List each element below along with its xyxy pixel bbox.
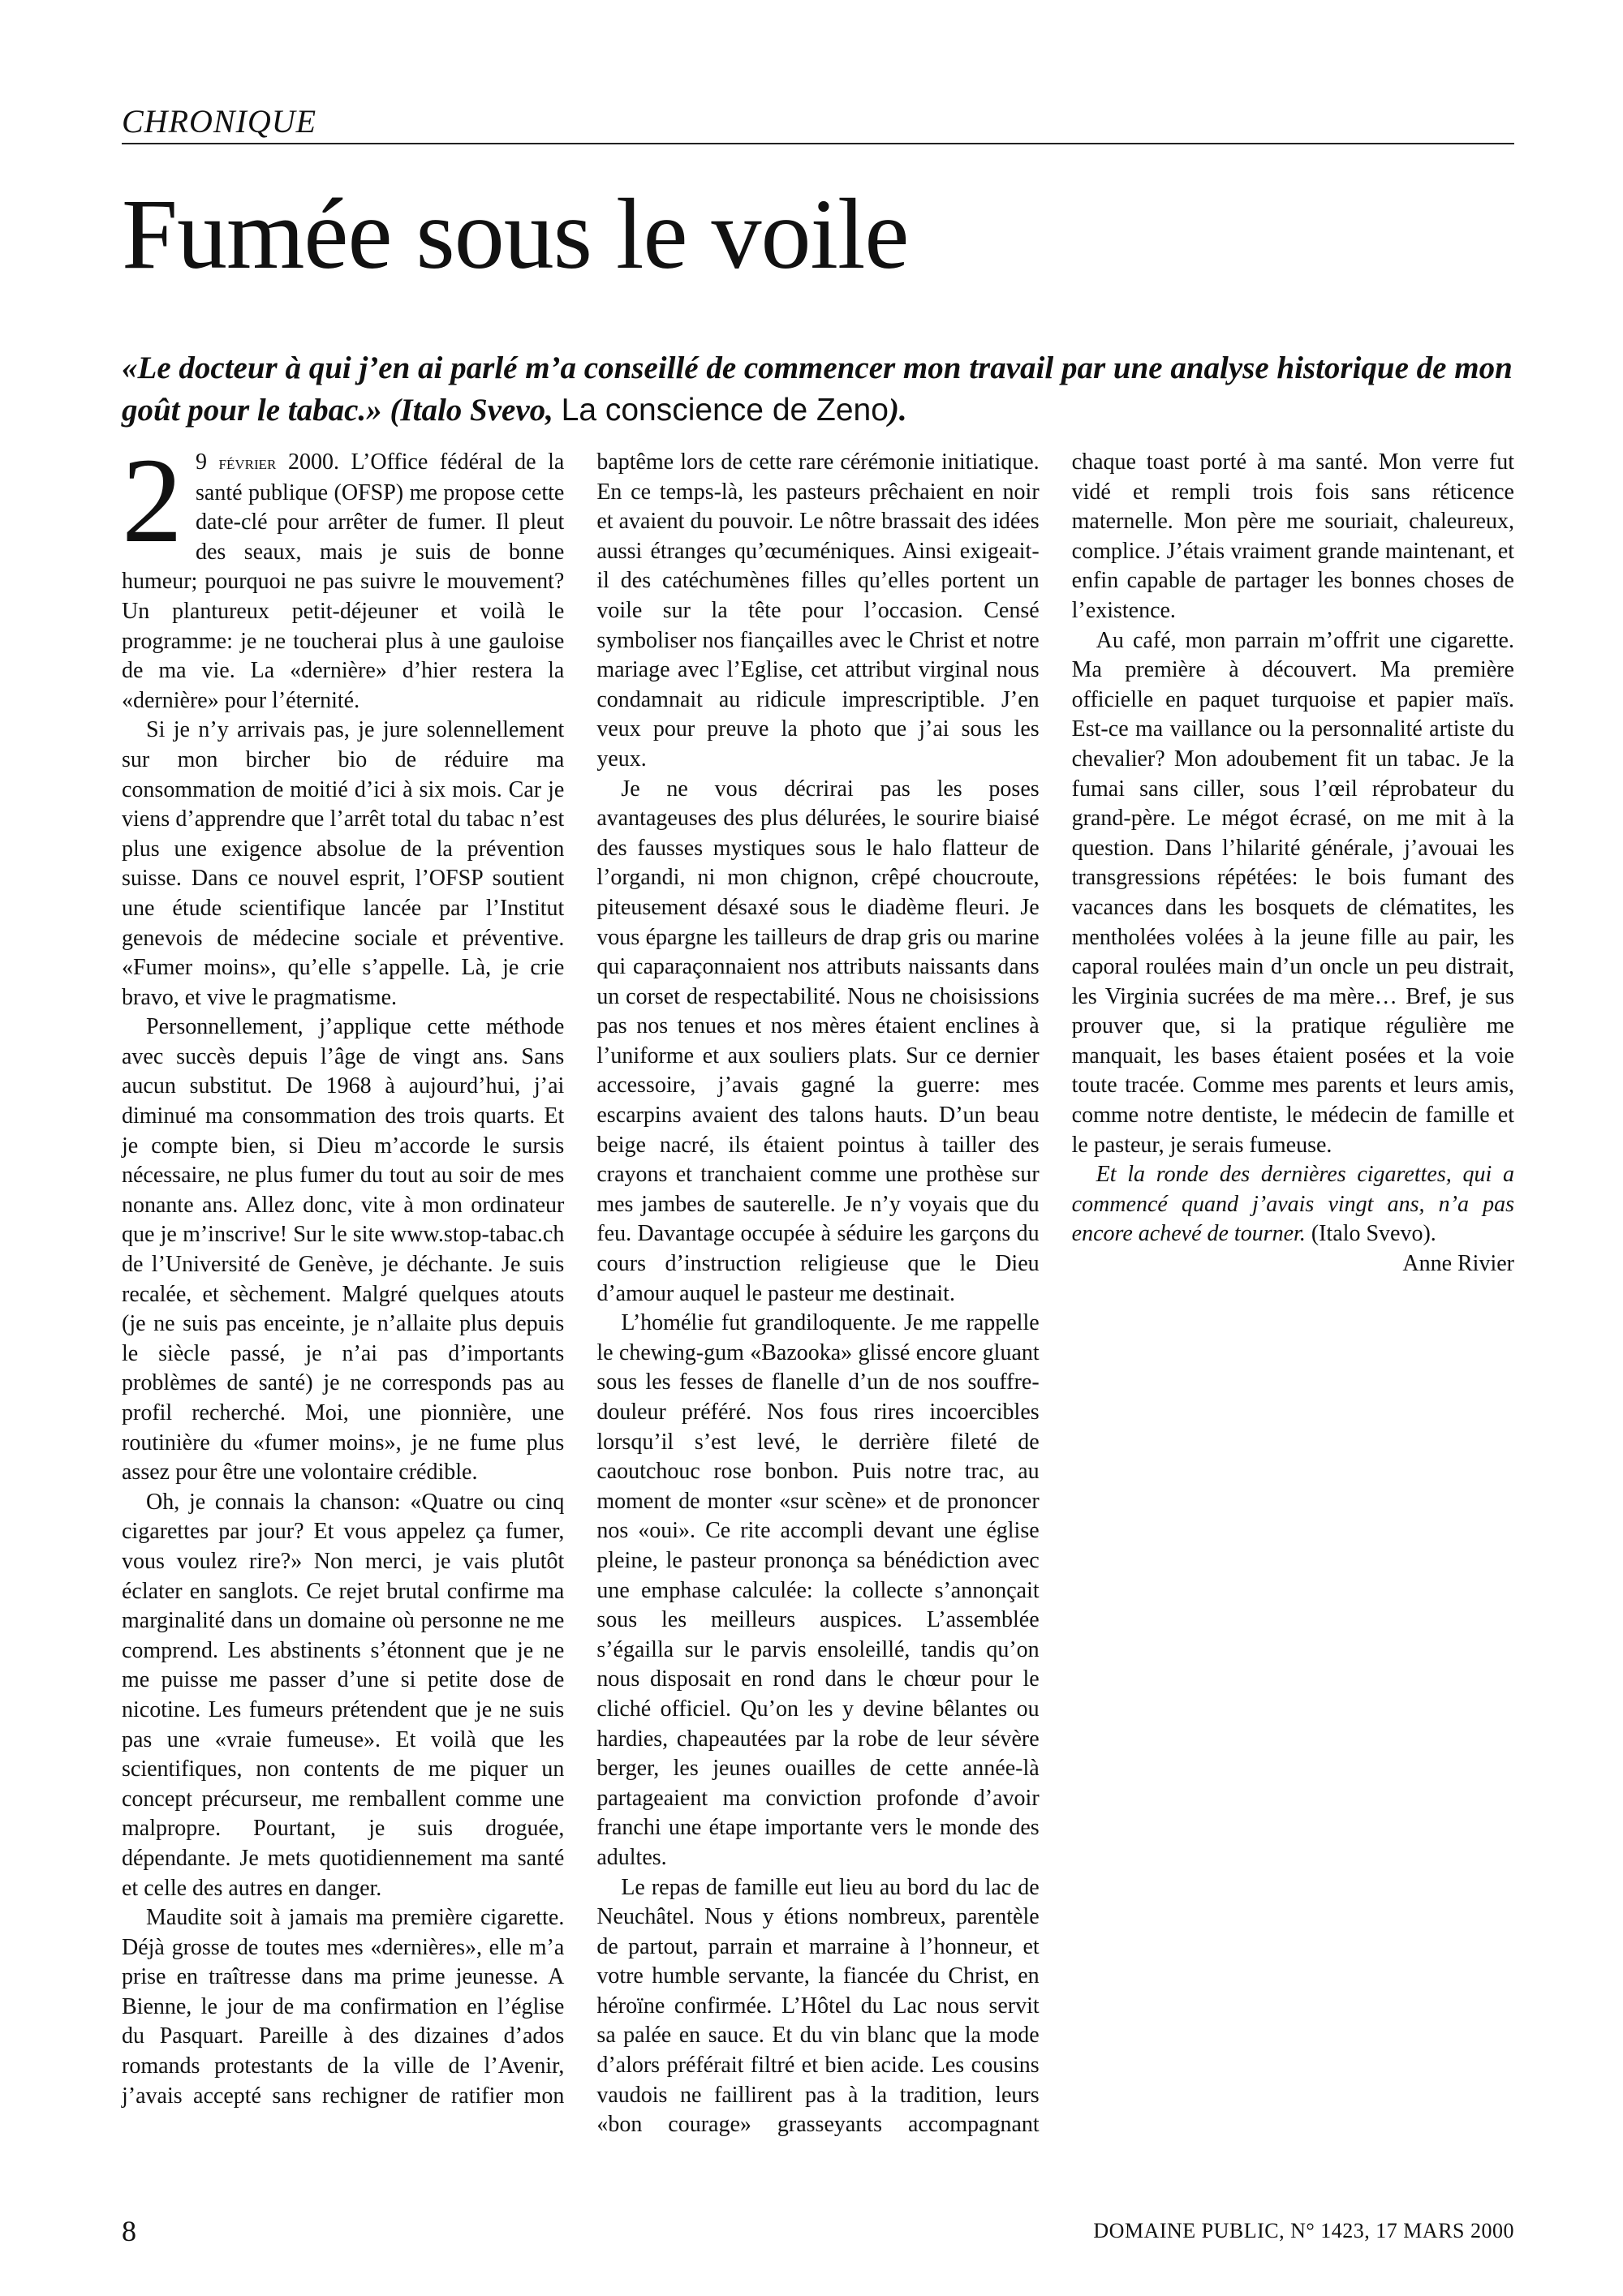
paragraph-1-text: 2000. L’Office fédéral de la santé publique (OFSP) me propose cette date-clé pour arrêter de fumer. Il pleut des seaux, mais je suis de bonne humeur; pourquoi ne pas suivre le mouvement? Un plantureux petit-déjeuner et voilà le programme: je ne toucherai plus à une gauloise de ma vie. La «dernière» d’hier restera la «dernière» pour l’éternité.	[122, 449, 565, 713]
paragraph-5: Maudite soit à jamais ma première cigarette. Déjà grosse de toutes mes «dernières», elle m’a prise en traîtresse dans ma prime jeunesse. A Bienne, le jour de ma confirmation en l’église du Pasquart. Pareille à des dizaines d’ados romands protestants de la ville de l’Avenir, j’avais accepté sans rechigner de ratifier mon baptême lors de cette rare cérémonie initiatique. En ce temps-là, les pasteurs prêchaient en noir et avaient du pouvoir. Le nôtre brassait des idées aussi étranges qu’œcuméniques. Ainsi exigeait-il des catéchumènes filles qu’elles portent un voile sur la tête pour l’occasion. Censé symboliser nos fiançailles avec le Christ et notre mariage avec l’Eglise, cet attribut virginal nous condamnait au ridicule imprescriptible. J’en veux pour preuve la photo que j’ai sous les yeux.	[122, 449, 1040, 2109]
paragraph-1	[122, 433, 565, 716]
article-title: Fumée sous le voile	[122, 178, 909, 290]
section-label: CHRONIQUE	[122, 103, 317, 140]
article-body	[122, 433, 1514, 2140]
paragraph-9: Au café, mon parrain m’offrit une cigarette. Ma première à découvert. Ma première officielle en paquet turquoise et papier maïs. Est-ce ma vaillance ou la personnalité artiste du chevalier? Mon adoubement fit un tabac. Je la fumai sans ciller, sous l’œil réprobateur du grand-père. Le mégot écrasé, on me mit à la question. Dans l’hilarité générale, j’avouai les transgressions répétées: le bois fumant des vacances dans les bosquets de clématites, les mentholées volées à la jeune fille au pair, les caporal roulées main d’un oncle un peu distrait, les Virginia sucrées de ma mère… Bref, je sus prouver que, si la pratique régulière me manquait, les bases étaient posées et la voie toute tracée. Comme mes parents et leurs amis, comme notre dentiste, le médecin de famille et le pasteur, je serais fumeuse.	[1071, 627, 1514, 1158]
header-rule	[122, 143, 1514, 144]
page-number: 8	[122, 2215, 136, 2247]
epigraph-work-title: La conscience de Zeno	[561, 393, 889, 428]
paragraph-4: Oh, je connais la chanson: «Quatre ou cinq cigarettes par jour? Et vous appelez ça fumer, vous voulez rire?» Non merci, je vais plutôt éclater en sanglots. Ce rejet brutal confirme ma marginalité dans un domaine où personne ne me comprend. Les abstinents s’étonnent que je ne me puisse me passer d’une si petite dose de nicotine. Les fumeurs prétendent que je ne suis pas une «vraie fumeuse». Et voilà que les scientifiques, non contents de me piquer un concept précurseur, me remballent comme une malpropre. Pourtant, je suis droguée, dépendante. Je mets quotidiennement ma santé et celle des autres en danger.	[122, 1489, 565, 1901]
epigraph-attribution-prefix: (Italo Svevo,	[390, 393, 553, 428]
epigraph	[122, 347, 1518, 432]
epigraph-attribution-suffix: ).	[888, 393, 907, 428]
date-day: 9	[196, 449, 207, 475]
paragraph-2: Si je n’y arrivais pas, je jure solennellement sur mon bircher bio de réduire ma consommation de moitié d’ici à six mois. Car je viens d’apprendre que l’arrêt total du tabac n’est plus une exigence absolue de la prévention suisse. Dans ce nouvel esprit, l’OFSP soutient une étude scientifique lancée par l’Institut genevois de médecine sociale et préventive. «Fumer moins», qu’elle s’appelle. Là, je crie bravo, et vive le pragmatisme.	[122, 717, 565, 1010]
running-footer: DOMAINE PUBLIC, N° 1423, 17 MARS 2000	[1093, 2219, 1514, 2242]
epigraph-quote: «Le docteur à qui j’en ai parlé m’a conseillé de commencer mon travail par une analyse historique de mon goût pour le tabac.»	[122, 350, 1513, 428]
closing-quote: Et la ronde des dernières cigarettes, qui a commencé quand j’avais vingt ans, n’a pas encore achevé de tourner.	[1071, 1162, 1514, 1247]
paragraph-7: L’homélie fut grandiloquente. Je me rappelle le chewing-gum «Bazooka» glissé encore gluant sous les fesses de flanelle d’un de nos souffre-douleur préféré. Nos fous rires incoercibles lorsqu’il s’est levé, le derrière fileté de caoutchouc rose bonbon. Puis notre trac, au moment de monter «sur scène» et de prononcer nos «oui». Ce rite accompli devant une église pleine, le pasteur prononça sa bénédiction avec une emphase calculée: la collecte s’annonçait sous les meilleurs auspices. L’assemblée s’égailla sur le parvis ensoleillé, tandis qu’on nous disposait en rond dans le chœur pour le cliché officiel. Qu’on les y devine bêlantes ou hardies, chapeautées par la robe de leur sévère berger, les jeunes ouailles de cette année-là partageaient ma conviction profonde d’avoir franchi une étape importante vers le monde des adultes.	[596, 1310, 1040, 1870]
drop-cap: 2	[122, 433, 183, 568]
paragraph-6: Je ne vous décrirai pas les poses avantageuses des plus délurées, le sourire biaisé des fausses mystiques sous le halo flatteur de l’organdi, ni mon chignon, crêpé choucroute, piteusement désaxé sous le diadème fleuri. Je vous épargne les tailleurs de drap gris ou marine qui caparaçonnaient nos attributs naissants dans un corset de respectabilité. Nous ne choisissions pas nos tenues et nos mères étaient enclines à l’uniforme et aux souliers plats. Sur ce dernier accessoire, j’avais gagné la guerre: mes escarpins avaient des talons hauts. D’un beau beige nacré, ils étaient pointus à tailler des crayons et tranchaient comme une prothèse sur mes jambes de sauterelle. Je n’y voyais que du feu. Davantage occupée à séduire les garçons du cours d’instruction religieuse que le Dieu d’amour auquel le pasteur me destinait.	[596, 776, 1040, 1306]
author-signature: Anne Rivier	[1402, 1251, 1514, 1277]
closing-paragraph	[1071, 1160, 1514, 1277]
closing-source: (Italo Svevo).	[1305, 1221, 1436, 1247]
paragraph-8: Le repas de famille eut lieu au bord du lac de Neuchâtel. Nous y étions nombreux, parentèle de partout, parrain et marraine à l’honneur, et votre humble servante, la fiancée du Christ, en héroïne confirmée. L’Hôtel du Lac nous servit sa palée en sauce. Et du vin blanc que la mode d’alors préférait filtré et bien acide. Les cousins vaudois ne faillirent pas à la tradition, leurs «bon courage» grasseyants accompagnant chaque toast porté à ma santé. Mon verre fut vidé et rempli trois fois sans réticence maternelle. Mon père me souriait, chaleureux, complice. J’étais vraiment grande maintenant, et enfin capable de partager les bonnes choses de l’existence.	[596, 449, 1514, 2138]
paragraph-3: Personnellement, j’applique cette méthode avec succès depuis l’âge de vingt ans. Sans aucun substitut. De 1968 à aujourd’hui, j’ai diminué ma consommation des trois quarts. Et je compte bien, si Dieu m’accorde le sursis nécessaire, ne plus fumer du tout au soir de mes nonante ans. Allez donc, vite à mon ordinateur que je m’inscrive! Sur le site www.stop-tabac.ch de l’Université de Genève, je déchante. Je suis recalée, et sèchement. Malgré quelques atouts (je ne suis pas enceinte, je n’allaite plus depuis le siècle passé, je n’ai pas d’importants problèmes de santé) je ne corresponds pas au profil recherché. Moi, une pionnière, une routinière du «fumer moins», je ne fume plus assez pour être une volontaire crédible.	[122, 1014, 565, 1486]
date-month: février	[218, 453, 277, 474]
